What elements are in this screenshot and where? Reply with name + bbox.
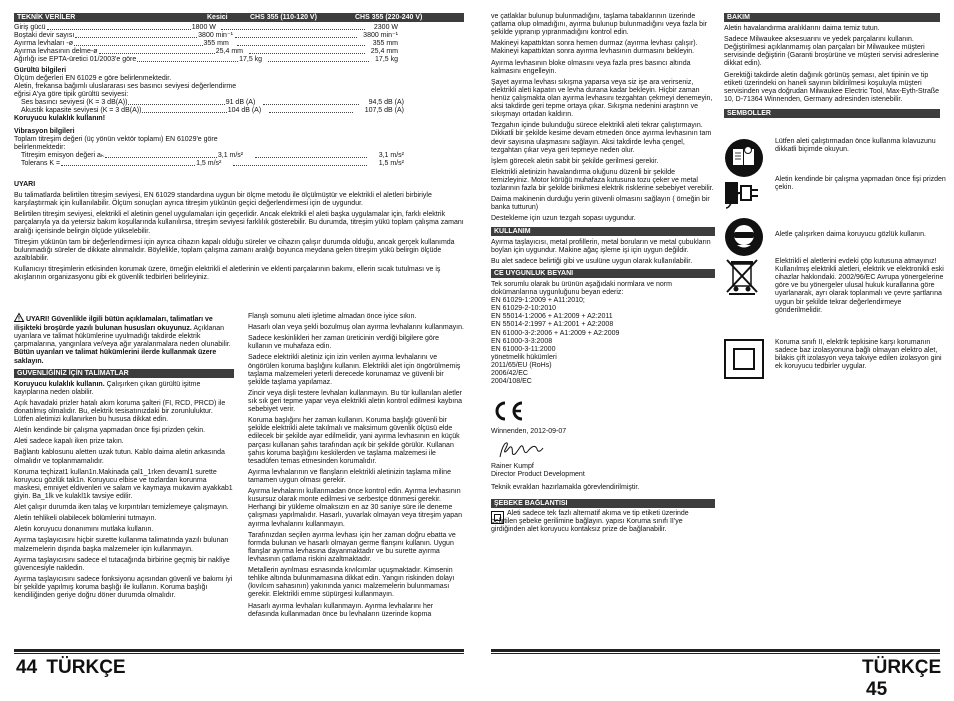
spec-value-2: 3800 min⁻¹ <box>363 32 398 39</box>
symbol-text: Aletin kendinde bir çalışma yapmadan önce fişi prizden çekin. <box>775 176 946 192</box>
weee-bin-icon <box>724 258 764 299</box>
spec-value-1: 25,4 mm <box>215 48 243 55</box>
safety-paragraph: Açık havadaki prizler hatalı akım koruma şalteri (FI, RCD, PRCD) ile donatılmış olmalıdır. Bu, elektrik tesisatınızdaki bir zorunluluktur. Lütfen aletimizi kullanırken bu hususa dikkat edin. <box>14 399 226 424</box>
safety-paragraph: ve çatlaklar bulunup bulunmadığını, taşlama tabaklarının üzerinde çatlama olup olmadığını, ayırma bulunup bulunmadığını veya fazla bir şekilde yıpranıp yıpranmadığını kontrol edin. <box>491 13 707 37</box>
kullanim-paragraph: Bu alet sadece belirtiği gibi ve usulüne uygun olarak kullanılabilir. <box>491 257 693 265</box>
bakim-header: BAKIM <box>724 13 940 22</box>
safety-paragraph: Sadece keskinlikleri her zaman üreticinin verdiği bilgilere göre kullanın ve muhafaza edin. <box>248 335 440 351</box>
kullanim-paragraph: Ayırma taşlayıcısı, metal profillerin, metal boruların ve metal çubukların boylan için uygundur. Makine ağaç işleme işi için uygun değildir. <box>491 238 711 254</box>
symbol-row <box>724 138 940 178</box>
sebeke-block <box>491 510 715 534</box>
safety-paragraph: Makineyi kapattıktan sonra hemen durmaz (ayırma levhası çalışır). Makineyi kapattıktan sonra ayırma levhasının durmasını bekleyin. <box>491 40 698 56</box>
safety-paragraph: Ayırma levhasının bloke olmasını veya fazla pres basıncı altında kalmasını engelleyin. <box>491 59 691 75</box>
symbol-text: Koruma sınıfı II, elektrik tepkisine karşı korumanın sadece baz izolasyonuna bağlı olmayan elektro alet, bilakis çift izolasyon veya takviye edilen izolasyon gini ek koruyucu tedbirler uygular. <box>775 339 942 371</box>
page-number: 44 <box>16 657 38 678</box>
warning-bold: UYARI! Güvenlikle ilgili bütün açıklamaları, talimatları ve ilişikteki broşürde yazılı bulunan hususları okuyunuz. <box>14 316 213 333</box>
left-column-1 <box>14 313 234 603</box>
standard-item: EN 61029-1:2009 + A11:2010; <box>491 297 585 305</box>
noise-section <box>14 67 464 124</box>
bakim-paragraph: Gerektiği takdirde aletin dağınık görünüş şeması, alet tipinin ve tip etiketi üzerindeki on haneli sayının bildirilmesi koşuluyla müşteri servisinden veya doğrudan Milwaukee Electric Tool, Max-Eyth-Straße 10, D-71364 Winnenden, Germany adresinden istenebilir. <box>724 71 940 103</box>
standard-item: 2011/65/EU (RoHs) <box>491 361 552 369</box>
spec-label: Ayırma levhaları -ø <box>14 40 73 47</box>
left-footer-bar <box>14 649 464 652</box>
safety-paragraph: Aletin kendinde bir çalışma yapmadan önce fişi prizden çekin. <box>14 427 206 435</box>
symbols-list <box>724 130 946 390</box>
vibration-value-1: 3,1 m/s² <box>217 152 244 160</box>
tech-data-col2: CHS 355 (220-240 V) <box>355 14 423 21</box>
spec-value-2: 355 mm <box>372 40 398 47</box>
class-two-small-icon <box>491 511 504 527</box>
class-two-icon <box>724 339 764 382</box>
safety-paragraph: Koruyucu kulaklık kullanın. Çalışırken çıkan gürültü işitme kayıplarına neden olabilir. <box>14 380 201 396</box>
safety-paragraph: Flanşlı somunu aleti işletime almadan önce iyice sıkın. <box>248 313 417 320</box>
spec-value-1: 17,5 kg <box>239 56 263 63</box>
left-footer-line <box>14 653 464 654</box>
safety-lead: Koruyucu kulaklık kullanın. <box>14 380 105 388</box>
safety-paragraph: Koruma başlığını her zaman kullanın. Koruma başlığı güvenli bir şekilde elektrikli alete takılmalı ve maksimum güvenlik ölçüsü elde edilecek bir şekilde ayar edilmelidir, yani ayırma levhasının en küçük parçası kullanan şahıs tarafından açık bir şekilde görülür. Kullanan şahıs koruma başlığını keskilerden ve taşlama malzemesi ile tesadüfen temas etmesinden korumalıdır. <box>248 417 460 465</box>
uyari-paragraph: Kullanıcıyı titreşimlerin etkisinden korumak üzere, örneğin elektrikli el aletlerinin ve eklenti parçalarının bakımı, ellerin sıcak tutulması ve iş akışlarının organizasyonu gibi ek güvenlik tedbirleri belirleyiniz. <box>14 265 441 282</box>
warning-keep: Bütün uyarıları ve talimat hükümlerini ilerde kullanmak üzere saklayın. <box>14 349 217 365</box>
svg-text:!: ! <box>18 316 20 323</box>
vibration-label: Titreşim emisyon değeri aₕ <box>21 152 104 160</box>
noise-title: Gürültü bilgileri <box>14 67 67 74</box>
standard-item: EN 61029-2-10:2010 <box>491 305 556 313</box>
uyari-paragraph: Belirtilen titreşim seviyesi, elektrikli el aletinin genel uygulamaları için geçerlidir. Ancak elektrikli el aleti başka uygulamalar için, farklı elektrik parçalarıyla ya da yetersiz bakım koşullarında kullanılırsa, titreşim seviyesi farklılık gösterebilir. Bu durumda, titreşim yükü toplam çalışma zamanı aralığı içerisinde belirgin ölçüde yükselebilir. <box>14 211 464 235</box>
safety-paragraph: Zincir veya dişli testere levhaları kullanmayın. Bu tür kullanılan aletler sık sık geri tepme yapar veya elektrikli aletin kontrol edilmesi kaybına sebebiyet verir. <box>248 389 462 414</box>
safety-paragraph: Tarafınızdan seçilen ayırma levhası için her zaman doğru ebatta ve formda bulunan ve hasarlı olmayan germe flanşını kullanın. Uygun flanşlar ayırma levhasına dayanmaktadır ve bu surette ayırma levhasının çatlama riskini azaltmaktadır. <box>248 531 456 563</box>
safety-paragraph: Ayırma taşlayıcısını hiçbir surette kullanma talimatında yazılı bulunan malzemelerin dışında başka malzemeler için kullanmayın. <box>14 537 229 553</box>
signer-authorization: Teknik evrakları hazırlamakla görevlendirilmiştir. <box>491 483 640 491</box>
safety-paragraph: Ayırma levhalarının ve flanşların elektrikli aletinizin taşlama miline tamamen uygun olması gerekir. <box>248 468 451 484</box>
safety-paragraph: Hasarlı olan veya şekli bozulmuş olan ayırma levhalarını kullanmayın. <box>248 324 464 332</box>
noise-protect: Koruyucu kulaklık kullanın! <box>14 115 106 123</box>
vibration-section <box>14 128 464 168</box>
vibration-value-2: 1,5 m/s² <box>378 160 405 168</box>
safety-paragraph: İşlem görecek aletin sabit bir şekilde gerilmesi gerekir. <box>491 157 659 165</box>
uyari-title: UYARI <box>14 181 36 188</box>
safety-header: GÜVENLİĞİNİZ İÇİN TALİMATLAR <box>14 369 234 378</box>
safety-paragraph: Alet çalışır durumda iken talaş ve kırpıntıları temizlemeye çalışmayın. <box>14 504 229 512</box>
noise-row <box>14 99 464 107</box>
noise-row <box>14 107 464 115</box>
spec-row <box>14 32 464 40</box>
tech-data-col1: CHS 355 (110-120 V) <box>250 14 317 21</box>
standard-item: EN 61000-3-3:2008 <box>491 337 553 345</box>
spec-label: Ayırma levhasının delme-ø <box>14 48 98 55</box>
noise-value-1: 91 dB (A) <box>225 99 256 107</box>
noise-value-2: 94,5 dB (A) <box>368 99 404 107</box>
signer-name: Rainer Kumpf <box>491 463 534 471</box>
spec-value-2: 2300 W <box>373 24 399 31</box>
symbol-row <box>724 339 940 383</box>
symbol-row <box>724 176 946 212</box>
tech-data-header <box>14 13 464 22</box>
spec-value-1: 355 mm <box>203 40 229 47</box>
safety-paragraph: Ayırma taşlayıcısını sadece el tutacağında birbirine geçmiş bir nakliye güvencesiyle nakledin. <box>14 556 230 572</box>
safety-paragraph: Aletin tehlikeli olabilecek bölümlerini tutmayın. <box>14 515 157 523</box>
spec-value-2: 25,4 mm <box>370 48 399 55</box>
vibration-row <box>14 160 464 168</box>
spec-label: Boştaki devir sayısı <box>14 32 75 39</box>
noise-label: Akustik kapasite seviyesi (K = 3 dB(A)) <box>21 107 142 115</box>
spec-row <box>14 24 464 32</box>
uyari-paragraph: Bu talimatlarda belirtilen titreşim seviyesi, EN 61029 standardına uygun bir ölçme metodu ile ölçülmüştür ve elektrikli el aletleri birbiriyle karşılaştırmak için kullanılabilir. Ölçüm sonuçları ayrıca titreşim yükünün geçici değerlendirmesi için de uygundur. <box>14 192 432 208</box>
vibration-value-1: 1,5 m/s² <box>196 160 222 168</box>
language-label: TÜRKÇE <box>46 657 126 678</box>
safety-paragraph: Ayırma levhalarını kullanmadan önce kontrol edin. Ayırma levhasının kusursuz olarak monte edilmesi ve serbestçe dönmesi gerekir. Herhangi bir yükleme olmaksızın en az 30 saniye süre ile deneme çalışması yapılmalıdır. Hasarlı, yuvarlak olmayan veya titreşim yapan ayırma levhalarını kullanmayın. <box>248 488 462 528</box>
noise-value-2: 107,5 dB (A) <box>364 107 404 115</box>
right-page-footer <box>862 657 954 701</box>
safety-paragraph: Sadece elektrikli aletiniz için izin verilen ayırma levhalarını ve öngörülen koruma başlığını kullanın. Elektrikli alet için öngörülmemiş taşlama malzemeleri yeterli derecede korunamaz ve güvenli bir şekilde taşlama yapılamaz. <box>248 354 461 386</box>
safety-paragraph: Bağlantı kablosunu aletten uzak tutun. Kablo daima aletin arkasında olmalıdır ve toplanmamalıdır. <box>14 449 225 465</box>
language-label: TÜRKÇE <box>862 657 942 678</box>
safety-paragraph: Elektrikli aletinizin havalandırma oluğunu düzenli bir şekilde temizleyiniz. Motor körüğü muhafaza kutusuna tozu çeker ve metal tozlarının fazla bir şekilde birikmesi elektrik risklerine sebebiyet verebilir. <box>491 168 714 193</box>
spec-value-2: 17,5 kg <box>375 56 398 63</box>
safety-paragraph: Tezgahın içinde bulunduğu sürece elektrikli aleti tekrar çalıştırmayın. Dikkatli bir şekilde kesime devam etmeden önce ayırma levhasının tam devir sayısına ulaşmasını sağlayın. Aksi takdirde levha çengel, tezgahtan çıkar veya geri tepmeye neden olur. <box>491 122 712 154</box>
vibration-line1: Toplam titreşim değeri (üç yönün vektör toplamı) EN 61029'e göre belirlenmektedir: <box>14 136 218 152</box>
safety-paragraph: Ayırma taşlayıcısını sadece fonksiyonu açısından güvenli ve bakımı iyi bir şekilde yapılmış koruma başlığı ile kullanın. Koruma başlığı kendiliğinden geriye doğru döner durumda olmalıdır. <box>14 575 233 600</box>
spec-table <box>14 24 464 64</box>
vibration-value-2: 3,1 m/s² <box>378 152 404 160</box>
page-number: 45 <box>866 679 888 701</box>
spec-label: Giriş gücü <box>14 24 46 31</box>
uyari-paragraph: Titreşim yükünün tam bir değerlendirmesi için ayrıca cihazın kapalı olduğu süreler ve cihazın çalışır durumda olduğu, ancak gerçek kullanımda bulunmadığı süreler de dikkate alınmalıdır. Böylelikle, toplam çalışma zamanı aralığı boyunca meydana gelen titreşim yükü belirgin ölçüde azaltılabilir. <box>14 238 455 262</box>
spec-label: Ağırlığı ise EPTA-üretici 01/2003'e göre <box>14 56 137 63</box>
right-footer-line <box>491 653 940 654</box>
declaration-date: Winnenden, 2012-09-07 <box>491 428 567 436</box>
noise-value-1: 104 dB (A) <box>227 107 262 115</box>
spec-value-1: 3800 min⁻¹ <box>198 32 233 39</box>
left-page-footer <box>16 657 126 679</box>
safety-paragraph: Destekleme için uzun tezgah sopası uygundur. <box>491 215 636 223</box>
standard-item: 2006/42/EC <box>491 370 528 378</box>
spec-row <box>14 48 464 56</box>
unplug-icon <box>724 176 764 215</box>
right-column-3 <box>491 13 715 537</box>
right-footer-bar <box>491 649 940 652</box>
safety-paragraph: Metallerin ayrılması esnasında kıvılcımlar uçuşmaktadır. Kimsenin tehlike altında bulunmamasına dikkat edin. Yangın riskinden dolayı (kıvılcım sahasının) yakınında yanıcı malzemelerin bulunmaması gerekir. Elektrikli emme süpürgesi kullanmayın. <box>248 567 455 599</box>
signature-icon <box>497 439 715 461</box>
sebeke-header: ŞEBEKE BAĞLANTISI <box>491 499 715 508</box>
safety-paragraph: Aletin koruyucu donanımını mutlaka kullanın. <box>14 526 154 534</box>
goggles-icon <box>724 217 764 260</box>
signer-role: Director Product Development <box>491 471 585 479</box>
noise-line1: Ölçüm değerleri EN 61029 e göre belirlenmektedir. <box>14 75 172 83</box>
tech-data-kesici: Kesici <box>207 14 228 21</box>
standard-item: EN 61000-3-11:2000 <box>491 345 556 353</box>
safety-paragraph: Daima makinenin durduğu yerin güvenli olmasını sağlayın ( örneğin bir banka tutturun) <box>491 196 710 212</box>
warning-rest: Açıklanan uyarılara ve talimat hükümlerine uyulmadığı takdirde elektrik çarpmalarına, yangınlara ve/veya ağır yaralanmalara neden olunabilir. <box>14 325 231 349</box>
symbol-text: Lütfen aleti çalıştırmadan önce kullanma kılavuzunu dikkatli biçimde okuyun. <box>775 138 936 154</box>
symbol-text: Aletle çalışırken daima koruyucu gözlük kullanın. <box>775 231 926 238</box>
standard-item: EN 55014-1:2006 + A1:2009 + A2:2011 <box>491 313 613 321</box>
symbol-row <box>724 217 940 257</box>
safety-paragraph: Hasarlı ayırma levhaları kullanmayın. Ayırma levhalarını her defasında kullanmadan önce bu levhaların üzerinde kopma <box>248 602 434 618</box>
bakim-paragraph: Aletin havalandırma aralıklarını daima temiz tutun. <box>724 25 880 32</box>
standard-item: EN 55014-2:1997 + A1:2001 + A2:2008 <box>491 321 614 329</box>
safety-paragraph: Aleti sadece kapalı iken prize takın. <box>14 438 124 446</box>
sebeke-text: Aleti sadece tek fazlı alternatif akıma ve tip etiketi üzerinde belirtilen şebeke gerilimine bağlayın. yapısı Koruma sınıfı II'ye girdiğinden alet koruyucu kontaksız prize de bağlanabilir. <box>491 509 689 533</box>
spec-value-1: 1800 W <box>191 24 216 31</box>
kullanim-header: KULLANIM <box>491 227 715 236</box>
right-column-4 <box>724 13 940 118</box>
symbol-row <box>724 258 944 328</box>
noise-line2: Aletin, frekansa bağımlı uluslararası ses basıncı seviyesi değerlendirme eğrisi A'ya göre tipik gürültü seviyesi: <box>14 83 237 99</box>
noise-label: Ses basıncı seviyesi (K = 3 dB(A)) <box>21 99 128 107</box>
symbol-text: Elektrikli el aletlerini evdeki çöp kutusuna atmayınız! Kullanılmış elektrikli aletleri, elektrik ve elektronikli eski cihazlar hakkındaki. 2002/96/EC Avrupa yönergelerine göre ve bu yönergeler ulusal hukuk kurallarına göre uyarlanarak, ayrı olarak toplanmalı ve çevre şartlarına uygun bir şekilde tekrar değerlendirmeye gönderilmelidir. <box>775 258 944 314</box>
warning-triangle-icon <box>14 313 24 325</box>
standard-item: EN 61000-3-2:2006 + A1:2009 + A2:2009 <box>491 329 620 337</box>
spec-row <box>14 40 464 48</box>
beyan-intro: Tek sorumlu olarak bu ürünün aşağıdaki normlara ve norm dokümanlarına uygunluğunu beyan ederiz: <box>491 280 672 296</box>
vibration-label: Tolerans K = <box>21 160 61 168</box>
semboller-header: SEMBOLLER <box>724 109 940 118</box>
left-column-2 <box>248 313 464 622</box>
tech-data-title: TEKNİK VERİLER <box>17 14 76 21</box>
standard-item: yönetmelik hükümleri <box>491 353 557 361</box>
bakim-paragraph: Sadece Milwaukee aksesuarını ve yedek parçalarını kullanın. Değiştirilmesi açıklanmamış olan parçaları bir Milwaukee müşteri servisinde değiştirin (Garanti broşürüne ve müşteri servisi adreslerine dikkat edin). <box>724 36 939 68</box>
read-manual-icon <box>724 138 764 181</box>
general-warning <box>14 313 234 366</box>
uyari-section <box>14 181 464 285</box>
vibration-row <box>14 152 464 160</box>
ce-mark-icon <box>491 400 715 422</box>
vibration-title: Vibrasyon bilgileri <box>14 128 75 135</box>
standard-item: 2004/108/EC <box>491 378 532 386</box>
beyan-header: CE UYGUNLUK BEYANI <box>491 269 715 278</box>
spec-row <box>14 56 464 64</box>
safety-paragraph: Şayet ayırma levhası sıkışma yaparsa veya siz işe ara verirseniz, elektrikli aleti kapatın ve levha durana kadar bekleyin. Hiçbir zaman henüz çalışmakta olan ayırma levhasını tezgahtan çekmeyi denemeyin, aksi takdirde geri tepme ortaya çıkar. Sıkışma nedenini araştırın ve sıkışmayı ortadan kaldırın. <box>491 78 713 119</box>
safety-paragraph: Koruma teçhizat1 kullan1n.Makinada çal1_1rken devaml1 surette koruyucu gözlük tak1n. Koruyucu elbise ve tozlardan korunma maskesi, emniyet eldivenleri ve salam ve kaymaya mukavim ayakkab1 giyin. Ba_1lk ve kulakl1k tavsiye edilir. <box>14 468 233 500</box>
